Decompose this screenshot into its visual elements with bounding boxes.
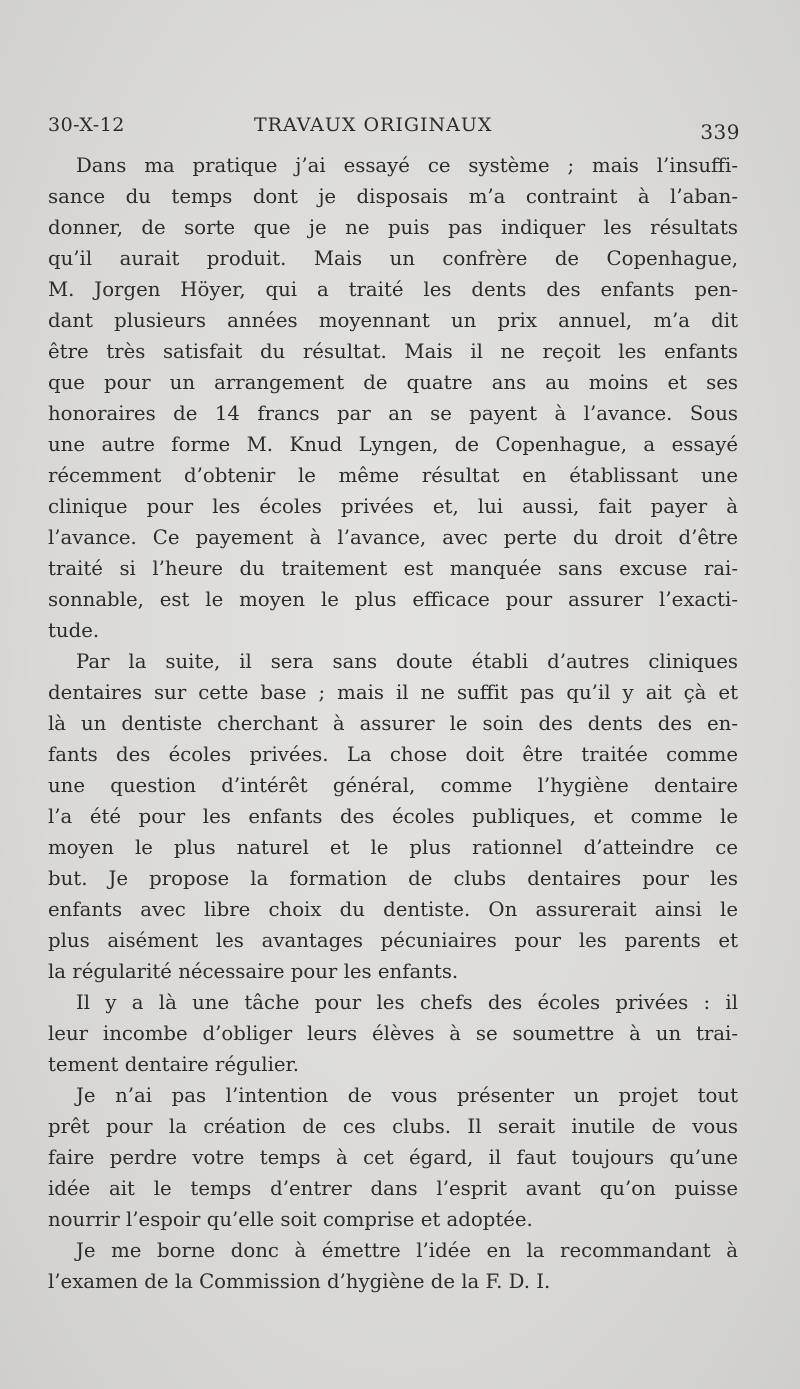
text-line: Je me borne donc à émettre l’idée en la recommandant à <box>76 1239 738 1262</box>
text-line: clinique pour les écoles privées et, lui aussi, fait payer à <box>48 495 738 518</box>
header-title: TRAVAUX ORIGINAUX <box>254 114 493 136</box>
text-line: dant plusieurs années moyennant un prix annuel, m’a dit <box>48 309 738 332</box>
text-line: Dans ma pratique j’ai essayé ce système ; mais l’insuffi- <box>76 154 738 177</box>
text-line: tude. <box>48 619 100 642</box>
running-header <box>48 114 740 146</box>
text-line: là un dentiste cherchant à assurer le soin des dents des en- <box>48 712 738 735</box>
text-line: nourrir l’espoir qu’elle soit comprise et adoptée. <box>48 1208 533 1231</box>
text-line: Il y a là une tâche pour les chefs des écoles privées : il <box>76 991 738 1014</box>
text-line: enfants avec libre choix du dentiste. On assurerait ainsi le <box>48 898 738 921</box>
text-line: traité si l’heure du traitement est manquée sans excuse rai- <box>48 557 738 580</box>
text-line: l’examen de la Commission d’hygiène de la F. D. I. <box>48 1270 551 1293</box>
text-line: plus aisément les avantages pécuniaires pour les parents et <box>48 929 738 952</box>
text-line: tement dentaire régulier. <box>48 1053 300 1076</box>
header-date: 30-X-12 <box>48 114 125 136</box>
text-line: Par la suite, il sera sans doute établi d’autres cliniques <box>76 650 738 673</box>
text-line: but. Je propose la formation de clubs dentaires pour les <box>48 867 738 890</box>
text-line: être très satisfait du résultat. Mais il ne reçoit les enfants <box>48 340 738 363</box>
text-line: sonnable, est le moyen le plus efficace pour assurer l’exacti- <box>48 588 738 611</box>
text-line: l’avance. Ce payement à l’avance, avec perte du droit d’être <box>48 526 738 549</box>
text-line: Je n’ai pas l’intention de vous présenter un projet tout <box>76 1084 738 1107</box>
text-line: récemment d’obtenir le même résultat en établissant une <box>48 464 738 487</box>
body-text <box>48 150 738 1297</box>
text-line: une question d’intérêt général, comme l’hygiène dentaire <box>48 774 738 797</box>
text-line: une autre forme M. Knud Lyngen, de Copenhague, a essayé <box>48 433 738 456</box>
text-line: fants des écoles privées. La chose doit être traitée comme <box>48 743 738 766</box>
text-line: idée ait le temps d’entrer dans l’esprit avant qu’on puisse <box>48 1177 738 1200</box>
text-line: la régularité nécessaire pour les enfants. <box>48 960 459 983</box>
text-line: honoraires de 14 francs par an se payent à l’avance. Sous <box>48 402 738 425</box>
text-line: leur incombe d’obliger leurs élèves à se soumettre à un trai- <box>48 1022 738 1045</box>
text-line: prêt pour la création de ces clubs. Il serait inutile de vous <box>48 1115 738 1138</box>
text-line: sance du temps dont je disposais m’a contraint à l’aban- <box>48 185 738 208</box>
text-line: M. Jorgen Höyer, qui a traité les dents des enfants pen- <box>48 278 738 301</box>
text-line: faire perdre votre temps à cet égard, il faut toujours qu’une <box>48 1146 738 1169</box>
text-line: moyen le plus naturel et le plus rationnel d’atteindre ce <box>48 836 738 859</box>
page-number: 339 <box>700 120 740 144</box>
text-line: dentaires sur cette base ; mais il ne suffit pas qu’il y ait çà et <box>48 681 738 704</box>
text-line: que pour un arrangement de quatre ans au moins et ses <box>48 371 738 394</box>
text-line: donner, de sorte que je ne puis pas indiquer les résultats <box>48 216 738 239</box>
text-line: qu’il aurait produit. Mais un confrère de Copenhague, <box>48 247 738 270</box>
text-line: l’a été pour les enfants des écoles publiques, et comme le <box>48 805 738 828</box>
